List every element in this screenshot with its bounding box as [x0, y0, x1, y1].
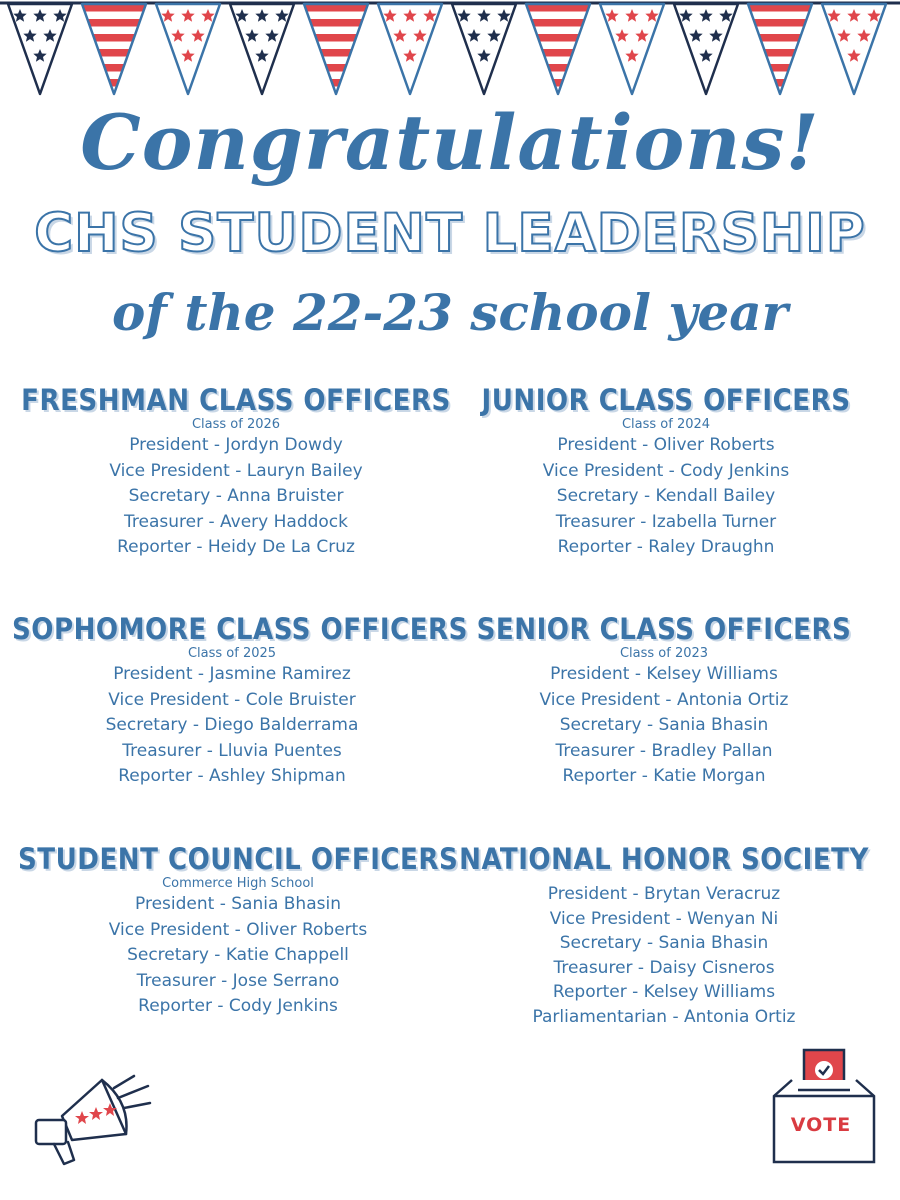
section-heading: FRESHMAN CLASS OFFICERS	[21, 383, 451, 417]
freshman-officers-section	[16, 383, 456, 561]
pennant-flag	[600, 4, 664, 94]
officer-row: President - Jasmine Ramirez	[113, 664, 351, 684]
officer-row: Vice President - Lauryn Bailey	[109, 460, 363, 481]
officer-row: Treasurer - Izabella Turner	[555, 511, 777, 532]
officer-row: Treasurer - Lluvia Puentes	[122, 740, 342, 761]
section-heading: JUNIOR CLASS OFFICERS	[481, 383, 851, 417]
megaphone-icon	[22, 1058, 162, 1173]
pennant-flag	[822, 4, 886, 94]
pennant-flag	[230, 4, 294, 94]
officer-row: Vice President - Wenyan Ni	[549, 908, 779, 929]
officer-row: Reporter - Katie Morgan	[562, 766, 766, 786]
pennant-flag	[378, 4, 442, 94]
officer-row: President - Jordyn Dowdy	[129, 435, 343, 455]
officer-row: Reporter - Kelsey Williams	[552, 982, 776, 1002]
pennant-flag	[452, 4, 516, 94]
officer-row: Secretary - Sania Bhasin	[559, 933, 769, 953]
section-heading: STUDENT COUNCIL OFFICERS	[18, 842, 459, 876]
officer-row: Secretary - Anna Bruister	[128, 486, 344, 506]
section-heading: SENIOR CLASS OFFICERS	[476, 612, 852, 646]
officer-row: Reporter - Heidy De La Cruz	[117, 537, 355, 557]
officer-row: President - Sania Bhasin	[135, 894, 341, 914]
officer-row: Treasurer - Daisy Cisneros	[553, 957, 775, 978]
officer-row: Secretary - Katie Chappell	[127, 945, 349, 965]
section-heading: SOPHOMORE CLASS OFFICERS	[12, 612, 468, 646]
officer-row: Secretary - Sania Bhasin	[559, 715, 769, 735]
senior-officers-section	[444, 612, 884, 790]
officer-row: Reporter - Cody Jenkins	[138, 996, 338, 1016]
officer-row: Reporter - Ashley Shipman	[118, 766, 346, 786]
section-subtitle: Class of 2025	[187, 646, 277, 661]
junior-officers-section	[446, 383, 886, 561]
officer-row: Treasurer - Bradley Pallan	[555, 740, 773, 761]
officer-row: President - Brytan Veracruz	[547, 884, 781, 904]
leadership-heading: CHS STUDENT LEADERSHIP	[34, 203, 866, 264]
pennant-flag	[526, 4, 590, 94]
congratulations-heading: Congratulations!	[80, 98, 820, 187]
officer-row: Vice President - Cody Jenkins	[542, 460, 790, 481]
officer-row: Vice President - Cole Bruister	[108, 689, 356, 710]
sophomore-officers-section	[12, 612, 468, 790]
vote-label: VOTE	[790, 1114, 852, 1136]
section-subtitle: Class of 2023	[619, 646, 709, 661]
section-heading: NATIONAL HONOR SOCIETY	[459, 842, 869, 876]
officer-row: Treasurer - Jose Serrano	[136, 970, 340, 991]
pennant-flag	[156, 4, 220, 94]
officer-row: Reporter - Raley Draughn	[557, 537, 775, 557]
pennant-flag	[748, 4, 812, 94]
officer-row: Vice President - Oliver Roberts	[108, 919, 368, 940]
officer-row: Treasurer - Avery Haddock	[124, 511, 348, 532]
section-subtitle: Class of 2026	[191, 417, 281, 432]
pennant-flag	[674, 4, 738, 94]
bunting-banner-icon	[0, 0, 900, 105]
section-subtitle: Commerce High School	[162, 876, 314, 891]
officer-row: Vice President - Antonia Ortiz	[539, 689, 789, 710]
national-honor-society-section	[444, 842, 884, 1029]
student-council-section	[18, 842, 458, 1020]
school-year-heading: of the 22-23 school year	[112, 283, 788, 342]
pennant-flag	[304, 4, 368, 94]
officer-row: President - Oliver Roberts	[557, 435, 775, 455]
officer-row: Secretary - Diego Balderrama	[105, 715, 359, 735]
officer-row: Parliamentarian - Antonia Ortiz	[532, 1006, 796, 1027]
officer-row: Secretary - Kendall Bailey	[556, 486, 776, 506]
ballot-box-icon	[768, 1044, 884, 1176]
pennant-flag	[82, 4, 146, 94]
pennant-flag	[8, 4, 72, 94]
section-subtitle: Class of 2024	[621, 417, 711, 432]
officer-row: President - Kelsey Williams	[550, 664, 778, 684]
